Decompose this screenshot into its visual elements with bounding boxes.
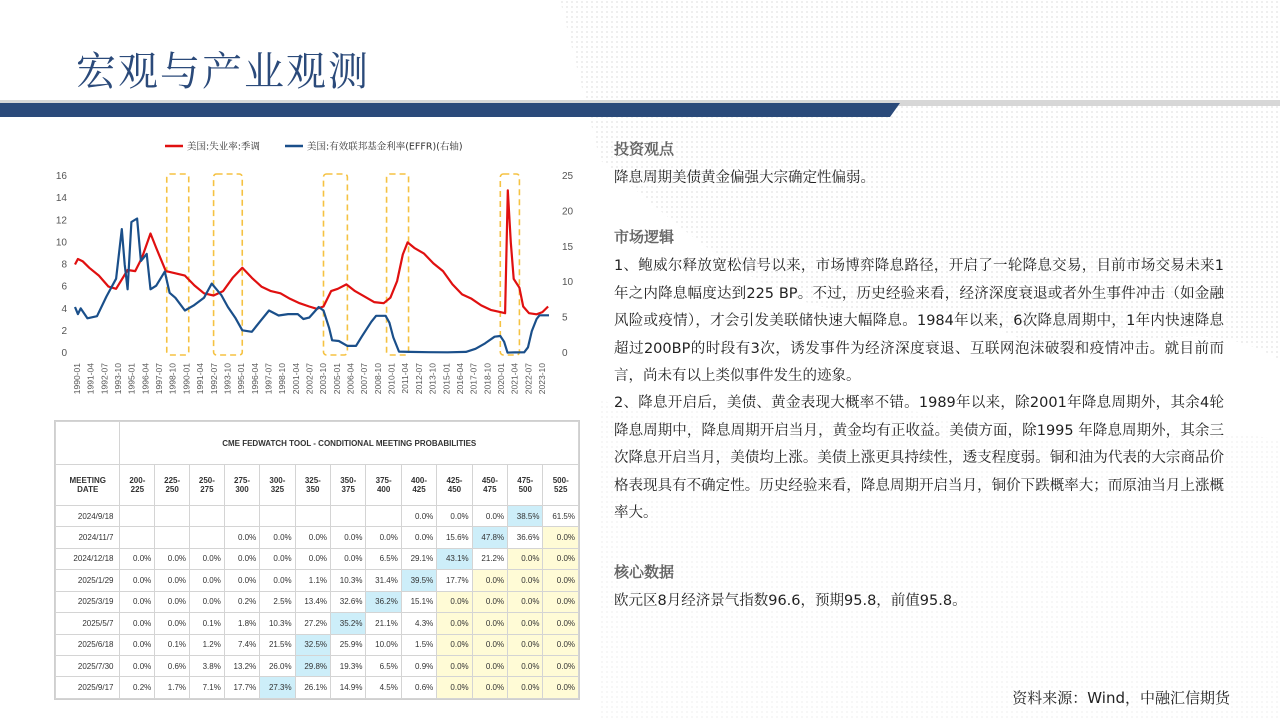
- probability-cell: 47.8%: [472, 527, 507, 548]
- table-row: [56, 677, 579, 699]
- probability-cell: 0.0%: [155, 548, 190, 569]
- probability-cell: 2.5%: [260, 591, 295, 612]
- probability-cell: 0.9%: [401, 655, 436, 676]
- view-text: 降息周期美债黄金偏强大宗确定性偏弱。: [614, 170, 875, 186]
- x-tick: 2016-04: [454, 363, 465, 395]
- probability-cell: 0.0%: [295, 527, 330, 548]
- page-title: 宏观与产业观测: [76, 49, 370, 95]
- probability-cell: 0.0%: [437, 634, 472, 655]
- probability-cell: 0.0%: [120, 613, 155, 634]
- x-tick: 2002-07: [304, 363, 315, 395]
- y-left-tick: 6: [61, 281, 67, 293]
- y-left-tick: 2: [61, 325, 67, 337]
- highlight-box-0: [167, 174, 189, 355]
- x-tick: 1993-10: [113, 363, 124, 395]
- probability-cell: 0.0%: [543, 613, 579, 634]
- probability-cell: 0.0%: [543, 548, 579, 569]
- probability-cell: 10.3%: [331, 570, 366, 591]
- probability-cell: 6.5%: [366, 548, 401, 569]
- x-tick: 2022-07: [523, 362, 534, 395]
- table-row: [56, 570, 579, 591]
- probability-cell: 35.2%: [331, 613, 366, 634]
- x-tick: 2015-01: [441, 363, 452, 395]
- x-tick: 1998-10: [277, 363, 288, 395]
- probability-cell: 0.0%: [224, 548, 259, 569]
- table-row: [56, 548, 579, 569]
- probability-cell: 0.2%: [224, 591, 259, 612]
- probability-cell: 1.5%: [401, 634, 436, 655]
- probability-cell: 0.0%: [437, 677, 472, 699]
- probability-cell: 0.0%: [543, 570, 579, 591]
- probability-cell: 15.1%: [401, 591, 436, 612]
- probability-cell: 1.1%: [295, 570, 330, 591]
- y-left-tick: 14: [55, 193, 67, 205]
- probability-cell: 26.0%: [260, 655, 295, 676]
- probability-cell: 32.5%: [295, 634, 330, 655]
- probability-cell: 14.9%: [331, 677, 366, 699]
- highlight-box-2: [323, 174, 347, 355]
- y-right-tick: 0: [562, 348, 568, 359]
- probability-cell: 36.2%: [366, 591, 401, 612]
- probability-cell: 0.0%: [155, 613, 190, 634]
- unemployment-line: [75, 190, 548, 314]
- probability-cell: 6.5%: [366, 655, 401, 676]
- header-rate-range: 350-375: [331, 465, 366, 506]
- x-tick: 2023-10: [537, 363, 547, 395]
- logic-paragraph-2: 2、降息开启后，美债、黄金表现大概率不错。1989年以来，除2001年降息周期外，其余4轮降息周期中，降息周期开启当月，黄金均有正收益。美债方面，除1995 年降息周期外，其余三次降息开启当月，美债均上涨。美债上涨更具持续性，透支程度弱。铜和油为代表的大宗商品价格表现具有不确定性。历史经验来看，降息周期开启当月，铜价下跌概率大；而原油当月上涨概率大。: [614, 395, 1224, 522]
- x-tick: 2012-07: [413, 363, 424, 395]
- probability-cell: 0.0%: [508, 613, 543, 634]
- probability-cell: 0.0%: [472, 505, 507, 526]
- probability-cell: 0.0%: [401, 505, 436, 526]
- probability-cell: 0.0%: [155, 591, 190, 612]
- legend-label-1: 美国:有效联邦基金利率(EFFR)(右轴): [307, 141, 463, 153]
- x-tick: 1995-01: [126, 363, 137, 395]
- x-tick: 1995-01: [236, 363, 247, 395]
- probability-cell: [331, 505, 366, 526]
- y-left-tick: 16: [55, 171, 67, 182]
- x-tick: 2017-07: [468, 363, 479, 395]
- probability-cell: 0.0%: [508, 634, 543, 655]
- probability-cell: 0.0%: [120, 591, 155, 612]
- meeting-date-cell: 2024/12/18: [56, 548, 120, 569]
- probability-cell: 0.0%: [331, 548, 366, 569]
- x-tick: 2021-04: [509, 363, 520, 395]
- probability-cell: 13.2%: [224, 655, 259, 676]
- probability-cell: 0.0%: [472, 570, 507, 591]
- header-rate-range: 225-250: [155, 465, 190, 506]
- probability-cell: 7.4%: [224, 634, 259, 655]
- y-left-tick: 10: [55, 237, 67, 249]
- probability-cell: 0.0%: [472, 613, 507, 634]
- probability-cell: 0.0%: [120, 570, 155, 591]
- probability-cell: 0.0%: [543, 634, 579, 655]
- probability-cell: 0.0%: [472, 591, 507, 612]
- probability-cell: 10.0%: [366, 634, 401, 655]
- probability-cell: 0.0%: [190, 548, 225, 569]
- fedwatch-table: [55, 421, 579, 699]
- probability-cell: 39.5%: [401, 570, 436, 591]
- header-rate-range: 400-425: [401, 465, 436, 506]
- meeting-date-cell: 2024/11/7: [56, 527, 120, 548]
- probability-cell: 15.6%: [437, 527, 472, 548]
- probability-cell: 0.0%: [508, 548, 543, 569]
- core-data-title: 核心数据: [614, 563, 675, 582]
- y-right-tick: 20: [562, 206, 574, 218]
- probability-cell: [155, 527, 190, 548]
- header-rate-range: 500-525: [543, 465, 579, 506]
- probability-cell: 0.6%: [401, 677, 436, 699]
- x-tick: 2001-04: [290, 363, 301, 395]
- probability-cell: 29.8%: [295, 655, 330, 676]
- probability-cell: 0.0%: [366, 527, 401, 548]
- probability-cell: 0.0%: [472, 634, 507, 655]
- meeting-date-cell: 2025/9/17: [56, 677, 120, 699]
- probability-cell: 29.1%: [401, 548, 436, 569]
- probability-cell: 0.0%: [331, 527, 366, 548]
- x-tick: 2003-10: [318, 363, 329, 395]
- probability-cell: 36.6%: [508, 527, 543, 548]
- source-note: 资料来源：Wind，中融汇信期货: [1012, 689, 1230, 707]
- x-tick: 2010-01: [386, 363, 397, 395]
- highlight-box-1: [214, 174, 243, 355]
- x-tick: 2007-07: [359, 363, 370, 395]
- meeting-date-cell: 2025/7/30: [56, 655, 120, 676]
- core-data-text: 欧元区8月经济景气指数96.6，预期95.8，前值95.8。: [614, 593, 967, 610]
- effr-line: [75, 219, 549, 353]
- probability-cell: 13.4%: [295, 591, 330, 612]
- x-tick: 1992-07: [208, 363, 219, 395]
- x-tick: 1992-07: [99, 363, 110, 395]
- meeting-date-cell: 2025/1/29: [56, 570, 120, 591]
- x-tick: 1991-04: [195, 363, 206, 395]
- header-rate-range: 250-275: [190, 465, 225, 506]
- header-rate-range: 475-500: [508, 465, 543, 506]
- probability-cell: 0.0%: [401, 527, 436, 548]
- commentary-panel: [614, 138, 1224, 616]
- probability-cell: 25.9%: [331, 634, 366, 655]
- y-right-tick: 15: [562, 241, 574, 253]
- y-left-tick: 0: [61, 348, 67, 359]
- probability-cell: 21.5%: [260, 634, 295, 655]
- probability-cell: 0.0%: [437, 655, 472, 676]
- y-left-tick: 8: [61, 259, 67, 271]
- probability-cell: 0.0%: [224, 527, 259, 548]
- probability-cell: 31.4%: [366, 570, 401, 591]
- probability-cell: 3.8%: [190, 655, 225, 676]
- table-row: [56, 655, 579, 676]
- header-rate-range: 425-450: [437, 465, 472, 506]
- probability-cell: 0.0%: [508, 655, 543, 676]
- probability-cell: [295, 505, 330, 526]
- x-tick: 1990-01: [72, 363, 82, 395]
- probability-cell: 21.2%: [472, 548, 507, 569]
- table-corner: [56, 422, 120, 465]
- probability-cell: 0.0%: [190, 570, 225, 591]
- probability-cell: 0.0%: [472, 655, 507, 676]
- y-left-tick: 12: [55, 215, 67, 227]
- probability-cell: [190, 527, 225, 548]
- header-rate-range: 375-400: [366, 465, 401, 506]
- x-tick: 1996-04: [249, 363, 260, 395]
- x-tick: 2018-10: [482, 363, 493, 395]
- probability-cell: 43.1%: [437, 548, 472, 569]
- header-rate-range: 275-300: [224, 465, 259, 506]
- probability-cell: [120, 505, 155, 526]
- x-tick: 2008-10: [372, 363, 383, 395]
- x-tick: 1990-01: [181, 363, 192, 395]
- probability-cell: 17.7%: [437, 570, 472, 591]
- chart-svg: [50, 128, 580, 418]
- meeting-date-cell: 2024/9/18: [56, 505, 120, 526]
- probability-cell: 0.0%: [437, 591, 472, 612]
- probability-cell: 0.0%: [543, 677, 579, 699]
- probability-cell: 0.0%: [508, 591, 543, 612]
- x-tick: 2013-10: [427, 363, 438, 395]
- y-right-tick: 25: [562, 171, 574, 182]
- logic-paragraph-1: 1、鲍威尔释放宽松信号以来，市场博弈降息路径，开启了一轮降息交易，目前市场交易未来1年之内降息幅度达到225 BP。不过，历史经验来看，经济深度衰退或者外生事件冲击（如金融风险或疫情），才会引发美联储快速大幅降息。1984年以来，6次降息周期中，1年内快速降息超过200BP的时段有3次，诱发事件为经济深度衰退、互联网泡沫破裂和疫情冲击。就目前而言，尚未有以上类似事件发生的迹象。: [614, 258, 1224, 385]
- y-left-tick: 4: [61, 303, 67, 315]
- y-right-tick: 10: [562, 277, 574, 289]
- probability-cell: [190, 505, 225, 526]
- probability-cell: 0.0%: [120, 655, 155, 676]
- x-tick: 1991-04: [85, 363, 96, 395]
- y-right-tick: 5: [562, 312, 568, 324]
- probability-cell: 0.0%: [508, 570, 543, 591]
- fedwatch-table-panel: [54, 420, 580, 700]
- fedwatch-title: CME FEDWATCH TOOL - CONDITIONAL MEETING PROBABILITIES: [120, 422, 579, 465]
- probability-cell: 27.3%: [260, 677, 295, 699]
- table-row: [56, 527, 579, 548]
- header-meeting-date: MEETING DATE: [56, 465, 120, 506]
- probability-cell: 0.0%: [437, 505, 472, 526]
- probability-cell: 7.1%: [190, 677, 225, 699]
- probability-cell: 0.0%: [543, 655, 579, 676]
- x-tick: 1997-07: [154, 363, 165, 395]
- probability-cell: 0.0%: [260, 548, 295, 569]
- probability-cell: 1.2%: [190, 634, 225, 655]
- meeting-date-cell: 2025/3/19: [56, 591, 120, 612]
- x-tick: 2020-01: [495, 363, 506, 395]
- x-tick: 1993-10: [222, 363, 233, 395]
- x-tick: 1997-07: [263, 363, 274, 395]
- view-title: 投资观点: [614, 140, 675, 158]
- probability-cell: 27.2%: [295, 613, 330, 634]
- header-rate-range: 450-475: [472, 465, 507, 506]
- table-row: [56, 505, 579, 526]
- probability-cell: 0.0%: [295, 548, 330, 569]
- x-tick: 1998-10: [167, 363, 178, 395]
- header-rate-range: 325-350: [295, 465, 330, 506]
- probability-cell: 26.1%: [295, 677, 330, 699]
- header-rate-range: 300-325: [260, 465, 295, 506]
- unemployment-effr-chart: [50, 128, 580, 418]
- table-row: [56, 613, 579, 634]
- table-row: [56, 634, 579, 655]
- probability-cell: 0.0%: [224, 570, 259, 591]
- probability-cell: 0.0%: [190, 591, 225, 612]
- probability-cell: 32.6%: [331, 591, 366, 612]
- probability-cell: 4.3%: [401, 613, 436, 634]
- probability-cell: 0.2%: [120, 677, 155, 699]
- probability-cell: 10.3%: [260, 613, 295, 634]
- probability-cell: [224, 505, 259, 526]
- probability-cell: 0.0%: [260, 570, 295, 591]
- probability-cell: 4.5%: [366, 677, 401, 699]
- probability-cell: 0.0%: [260, 527, 295, 548]
- probability-cell: 1.7%: [155, 677, 190, 699]
- probability-cell: 19.3%: [331, 655, 366, 676]
- probability-cell: 0.6%: [155, 655, 190, 676]
- probability-cell: [260, 505, 295, 526]
- probability-cell: 0.0%: [472, 677, 507, 699]
- x-tick: 2005-01: [331, 363, 342, 395]
- probability-cell: [120, 527, 155, 548]
- x-tick: 2011-04: [400, 363, 411, 394]
- probability-cell: 38.5%: [508, 505, 543, 526]
- probability-cell: 1.8%: [224, 613, 259, 634]
- probability-cell: 0.0%: [437, 613, 472, 634]
- probability-cell: 0.0%: [120, 634, 155, 655]
- header-rate-range: 200-225: [120, 465, 155, 506]
- probability-cell: 0.0%: [543, 591, 579, 612]
- probability-cell: 0.0%: [120, 548, 155, 569]
- probability-cell: [366, 505, 401, 526]
- meeting-date-cell: 2025/5/7: [56, 613, 120, 634]
- probability-cell: 0.1%: [190, 613, 225, 634]
- probability-cell: 0.1%: [155, 634, 190, 655]
- logic-title: 市场逻辑: [614, 228, 675, 247]
- probability-cell: 17.7%: [224, 677, 259, 699]
- table-row: [56, 591, 579, 612]
- probability-cell: 0.0%: [155, 570, 190, 591]
- x-tick: 1996-04: [140, 363, 151, 395]
- probability-cell: 21.1%: [366, 613, 401, 634]
- x-tick: 2006-04: [345, 363, 356, 395]
- legend-label-0: 美国:失业率:季调: [187, 141, 260, 153]
- probability-cell: 61.5%: [543, 505, 579, 526]
- probability-cell: [155, 505, 190, 526]
- probability-cell: 0.0%: [543, 527, 579, 548]
- probability-cell: 0.0%: [508, 677, 543, 699]
- highlight-box-4: [500, 174, 519, 355]
- meeting-date-cell: 2025/6/18: [56, 634, 120, 655]
